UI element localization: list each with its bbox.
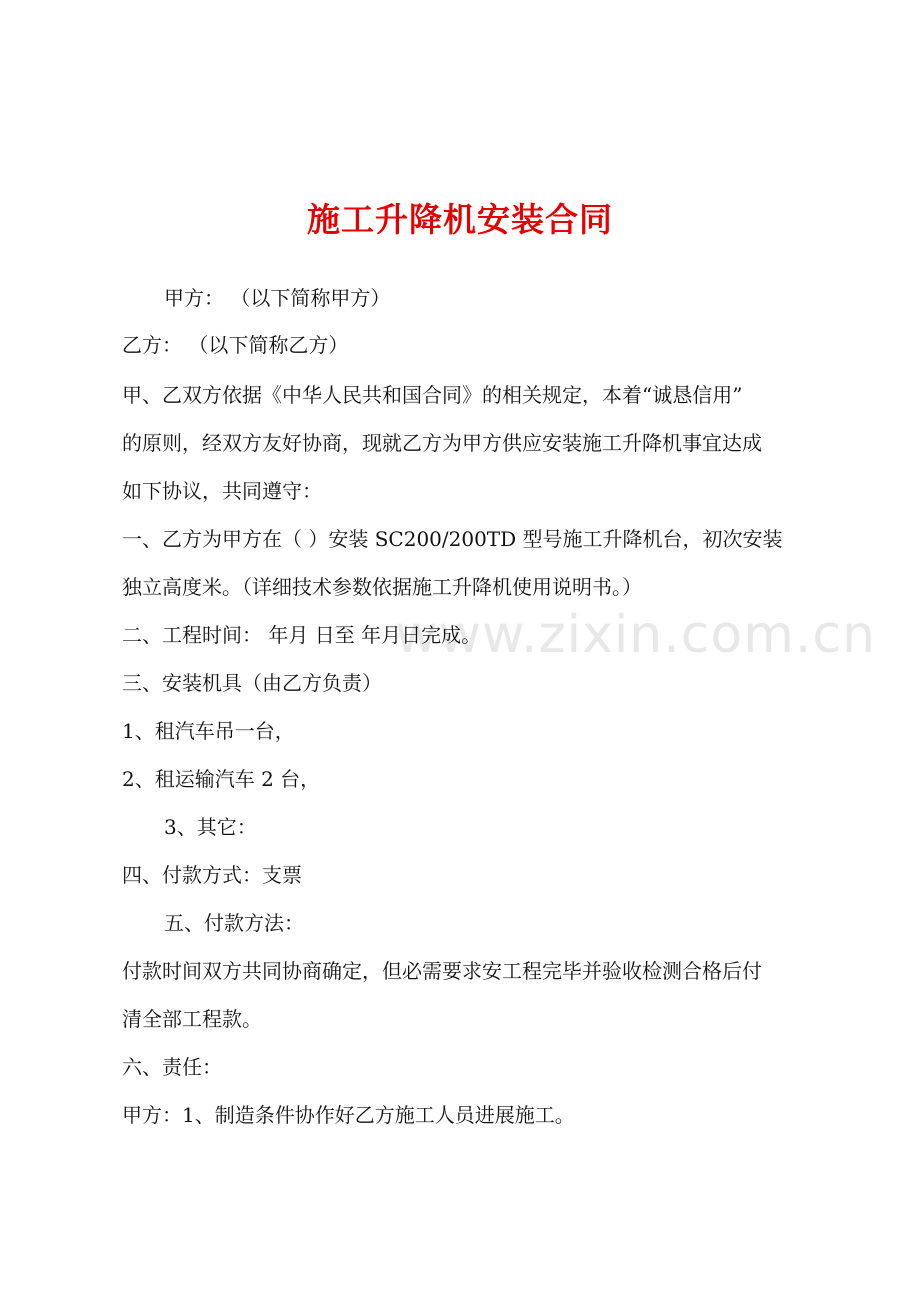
clause-3-line: 三、安装机具（由乙方负责） [122, 671, 382, 695]
clause-3-item-1: 1、租汽车吊一台， [122, 719, 295, 743]
clause-5-body-line-2: 清全部工程款。 [122, 1007, 262, 1031]
clause-5-body-line-1: 付款时间双方共同协商确定，但必需要求安工程完毕并验收检测合格后付 [122, 959, 762, 983]
clause-2-line: 二、工程时间： 年月 日至 年月日完成。 [122, 623, 482, 647]
clause-3-item-2: 2、租运输汽车 2 台， [122, 767, 321, 791]
document-title: 施工升降机安装合同 [307, 200, 613, 239]
preamble-line-1: 甲、乙双方依据《中华人民共和国合同》的相关规定，本着“诚恳信用” [122, 383, 743, 407]
clause-5-line: 五、付款方法： [164, 911, 304, 935]
preamble-line-2: 的原则，经双方友好协商，现就乙方为甲方供应安装施工升降机事宜达成 [122, 431, 762, 455]
party-a-line: 甲方： （以下简称甲方） [164, 286, 391, 310]
watermark: www.zixin.com.cn [395, 605, 876, 665]
clause-4-line: 四、付款方式：支票 [122, 863, 302, 887]
preamble-line-3: 如下协议，共同遵守： [122, 479, 322, 503]
party-b-line: 乙方： （以下简称乙方） [122, 333, 349, 357]
clause-1-line-2: 独立高度米。（详细技术参数依据施工升降机使用说明书。） [122, 575, 642, 599]
clause-1-line-1: 一、乙方为甲方在（ ）安装 SC200/200TD 型号施工升降机台，初次安装 [122, 527, 783, 551]
clause-6-line: 六、责任： [122, 1055, 222, 1079]
clause-3-item-3: 3、其它： [164, 815, 257, 839]
clause-6-party-a-line: 甲方：1、制造条件协作好乙方施工人员进展施工。 [122, 1103, 575, 1127]
